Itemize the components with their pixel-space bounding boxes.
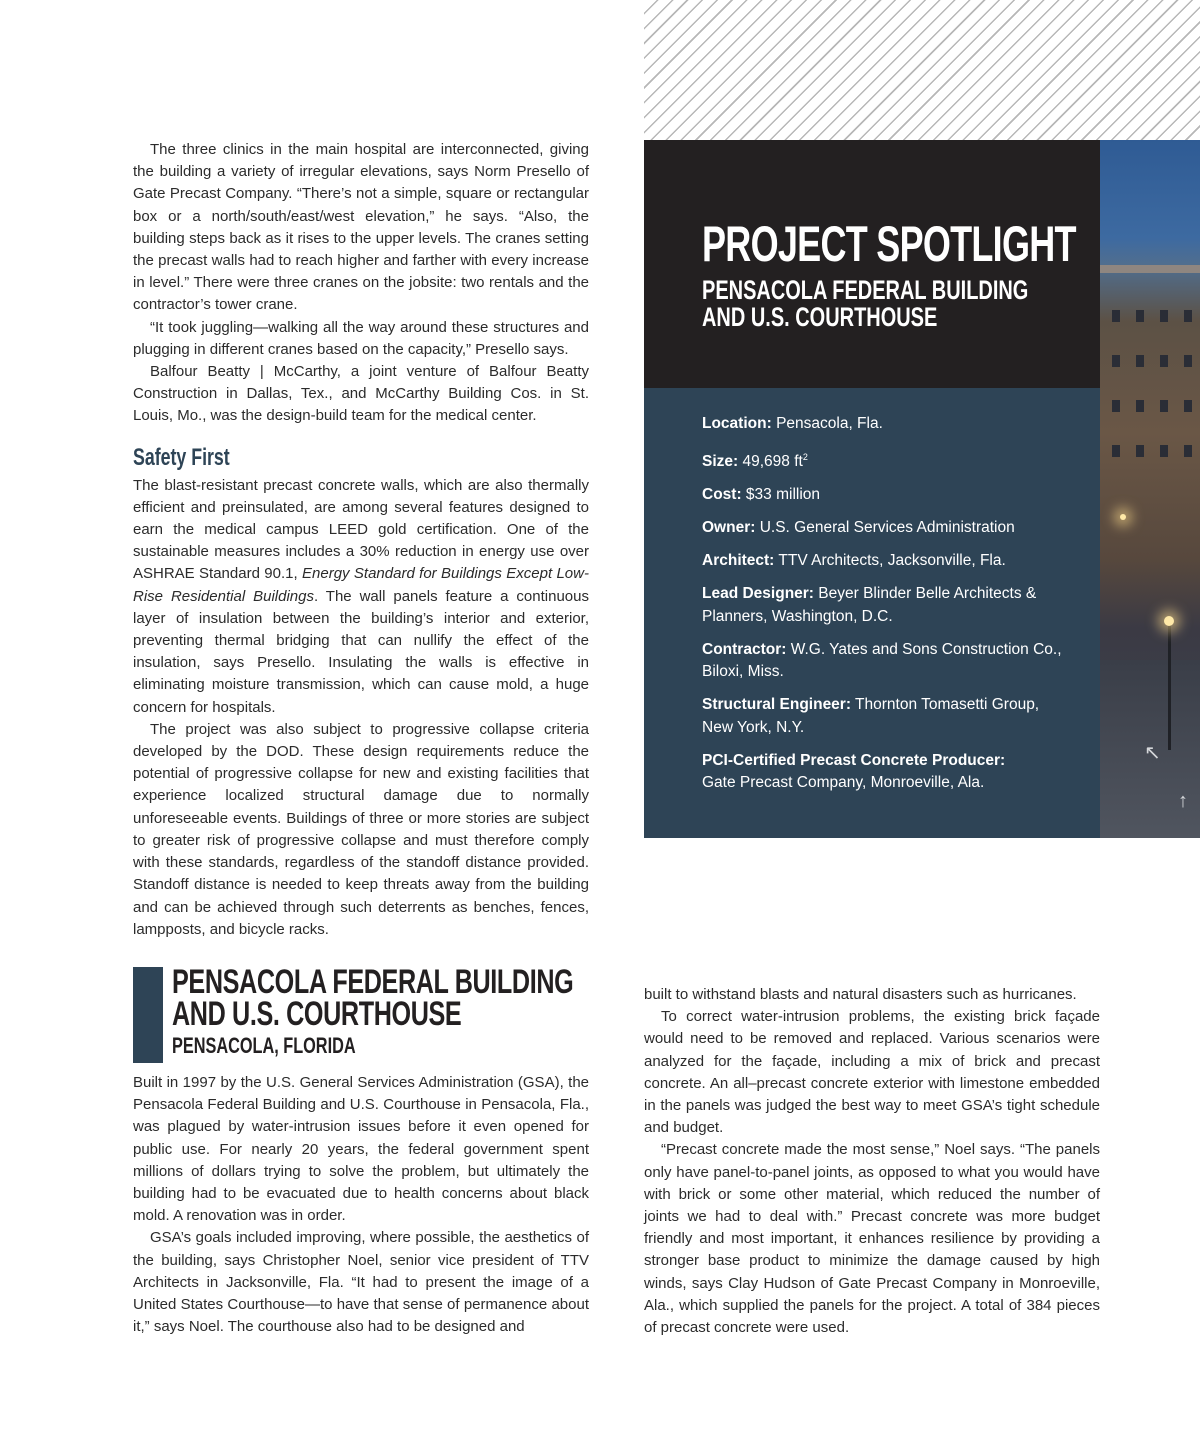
fact-value: U.S. General Services Administration	[759, 519, 1015, 537]
photo-window	[1160, 310, 1168, 322]
photo-window	[1136, 445, 1144, 457]
fact-structural-engineer	[702, 694, 1072, 739]
fact-label: Contractor:	[702, 640, 787, 658]
article-column-2	[133, 1072, 589, 1338]
photo-window	[1184, 400, 1192, 412]
feature-location: PENSACOLA, FLORIDA	[172, 1033, 356, 1058]
fact-size	[702, 446, 1072, 474]
fact-contractor	[702, 639, 1072, 684]
project-spotlight-header	[644, 140, 1100, 388]
fact-label: Size:	[702, 453, 739, 471]
body-paragraph: “Precast concrete made the most sense,” Noel says. “The panels only have panel-to-panel joints, as opposed to what you would have with brick or some other material, which reduced the number of joints we had to deal with.” Precast concrete was more budget friendly and most important, it enhances resilience by providing a stronger base product to minimize the damage caused by high winds, says Clay Hudson of Gate Precast Company in Monroeville, Ala., which supplied the panels for the project. A total of 384 pieces of precast concrete were used.	[644, 1141, 1100, 1337]
safety-first-heading: Safety First	[133, 443, 230, 471]
body-paragraph: The three clinics in the main hospital are interconnected, giving the building a variety of irregular elevations, says Norm Presello of Gate Precast Company. “There’s not a simple, square or rectangular box or a north/south/east/west elevation,” he says. “Also, the building steps back as it rises to the upper levels. The cranes setting the precast walls had to reach higher and farther with every increase in level.” There were three cranes on the jobsite: two rentals and the contractor’s tower crane.	[133, 141, 589, 314]
road-arrow-icon: ↑	[1178, 790, 1188, 812]
standard-title: Energy Standard for Buildings Except Low-Rise Residential Buildings	[133, 565, 589, 605]
photo-window	[1184, 445, 1192, 457]
photo-window	[1136, 355, 1144, 367]
photo-roofline	[1100, 265, 1200, 273]
body-paragraph: The project was also subject to progressive collapse criteria developed by the DOD. These design requirements reduce the potential of progressive collapse for new and existing facilities that experience localized structural damage due to normally unforeseeable events. Buildings of three or more stories are subject to greater risk of progressive collapse and must therefore comply with these standards, regardless of the standoff distance provided. Standoff distance is needed to keep threats away from the building and can be achieved through such deterrents as benches, fences, lampposts, and bicycle racks.	[133, 720, 589, 938]
body-paragraph: Built in 1997 by the U.S. General Services Administration (GSA), the Pensacola Federal Building and U.S. Courthouse in Pensacola, Fla., was plagued by water-intrusion issues before it even opened for public use. For nearly 20 years, the federal government spent millions of dollars trying to solve the problem, but ultimately the building had to be evacuated due to health concerns about black mold. A renovation was in order.	[133, 1074, 589, 1225]
fact-label: Structural Engineer:	[702, 696, 851, 714]
photo-window	[1160, 355, 1168, 367]
fact-label: PCI-Certified Precast Concrete Producer:	[702, 751, 1006, 769]
body-paragraph	[133, 475, 589, 719]
fact-owner	[702, 517, 1072, 540]
photo-lamp-light	[1120, 514, 1126, 520]
photo-window	[1160, 400, 1168, 412]
project-facts-list	[702, 413, 1072, 805]
photo-lamppost	[1168, 620, 1171, 750]
courthouse-photo	[1100, 140, 1200, 838]
photo-window	[1112, 355, 1120, 367]
fact-value: TTV Architects, Jacksonville, Fla.	[778, 552, 1006, 570]
body-paragraph: To correct water-intrusion problems, the existing brick façade would need to be removed and replaced. Various scenarios were analyzed for the façade, including a mix of brick and precast concrete. An all–precast concrete exterior with limestone embedded in the panels was judged the best way to meet GSA’s tight schedule and budget.	[644, 1008, 1100, 1137]
photo-window	[1112, 310, 1120, 322]
fact-value: Gate Precast Company, Monroeville, Ala.	[702, 774, 985, 792]
photo-window	[1136, 400, 1144, 412]
photo-window	[1160, 445, 1168, 457]
feature-title	[172, 963, 574, 1033]
fact-value: W.G. Yates and Sons Construction Co., Biloxi, Miss.	[702, 640, 1062, 681]
photo-window	[1112, 445, 1120, 457]
body-text: . The wall panels feature a continuous layer of insulation between the building’s interior and exterior, preventing thermal bridging that can nullify the effect of the insulation, says Presello. Insulating the walls is effective in eliminating moisture transmission, which can cause mold, a huge concern for hospitals.	[133, 587, 589, 716]
body-paragraph: “It took juggling—walking all the way around these structures and plugging in different cranes based on the capacity,” Presello says.	[133, 318, 589, 358]
spotlight-title: PROJECT SPOTLIGHT	[702, 216, 1076, 272]
body-text: The blast-resistant precast concrete walls, which are also thermally efficient and preinsulated, are among several features designed to earn the medical campus LEED gold certification. One of the sustainable measures includes a 30% reduction in energy use over ASHRAE Standard 90.1,	[133, 476, 589, 583]
fact-label: Architect:	[702, 552, 775, 570]
fact-value: Thornton Tomasetti Group, New York, N.Y.	[702, 696, 1040, 736]
fact-architect	[702, 550, 1072, 573]
fact-precast-producer	[702, 750, 1072, 795]
body-paragraph: Balfour Beatty | McCarthy, a joint venture of Balfour Beatty Construction in Dallas, Tex., and McCarthy Building Cos. in St. Louis, Mo., was the design-build team for the medical center.	[133, 363, 589, 425]
fact-label: Location:	[702, 415, 772, 432]
decorative-hatch-pattern	[644, 0, 1200, 140]
fact-label: Owner:	[702, 519, 756, 537]
fact-superscript: 2	[802, 452, 808, 462]
article-column-3	[644, 984, 1100, 1339]
photo-window	[1184, 355, 1192, 367]
photo-window	[1112, 400, 1120, 412]
fact-value: Beyer Blinder Belle Architects & Planners, Washington, D.C.	[702, 585, 1037, 625]
spotlight-subtitle-line1: PENSACOLA FEDERAL BUILDING	[702, 275, 1029, 305]
road-arrow-icon: ↖	[1144, 742, 1161, 764]
spotlight-subtitle	[702, 277, 1028, 331]
fact-value: 49,698 ft	[742, 453, 803, 471]
fact-value: Pensacola, Fla.	[776, 415, 883, 432]
body-paragraph: built to withstand blasts and natural disasters such as hurricanes.	[644, 986, 1077, 1003]
fact-lead-designer	[702, 583, 1072, 628]
fact-cost	[702, 484, 1072, 507]
photo-window	[1184, 310, 1192, 322]
fact-value: $33 million	[745, 486, 821, 504]
feature-title-line1: PENSACOLA FEDERAL BUILDING	[172, 963, 574, 1001]
fact-label: Cost:	[702, 486, 742, 504]
project-facts-panel	[644, 388, 1100, 838]
feature-accent-bar	[133, 967, 163, 1063]
photo-lamp-light	[1164, 616, 1174, 626]
photo-window	[1136, 310, 1144, 322]
feature-title-line2: AND U.S. COURTHOUSE	[172, 995, 462, 1033]
fact-label: Lead Designer:	[702, 585, 814, 603]
body-paragraph: GSA’s goals included improving, where possible, the aesthetics of the building, says Christopher Noel, senior vice president of TTV Architects in Jacksonville, Fla. “It had to present the image of a United States Courthouse—to have that sense of permanence about it,” says Noel. The courthouse also had to be designed and	[133, 1229, 589, 1336]
fact-location	[702, 413, 1072, 436]
spotlight-subtitle-line2: AND U.S. COURTHOUSE	[702, 302, 938, 332]
article-column-1	[133, 139, 589, 941]
